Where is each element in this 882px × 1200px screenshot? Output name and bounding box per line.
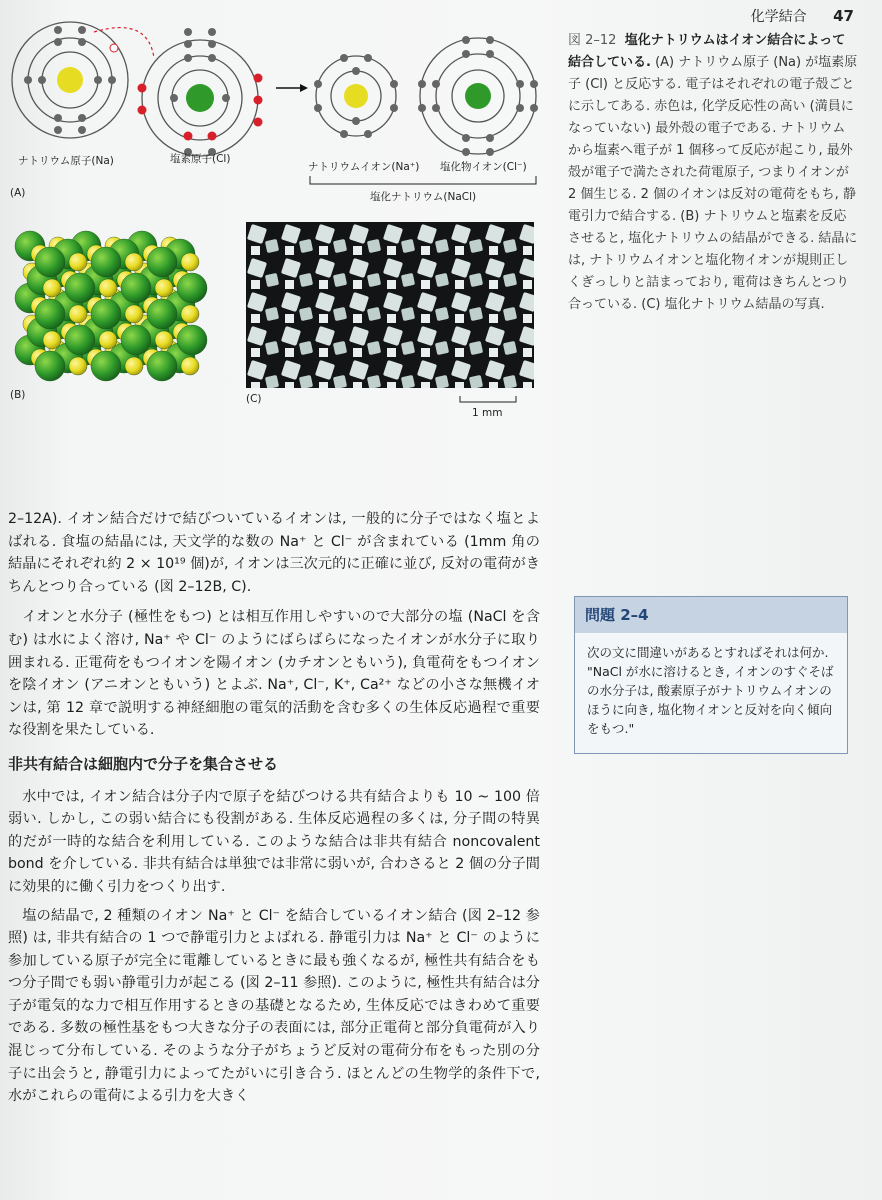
chloride-ion-diagram [418,36,538,156]
figure-caption [568,30,858,316]
panel-c-label: (C) [246,393,262,405]
nacl-crystal-model [15,230,207,381]
chloride-ion-sphere [91,299,121,329]
main-text [8,508,540,1108]
running-header [751,6,854,26]
sodium-ion-sphere [155,279,173,297]
sodium-ion-sphere [43,279,61,297]
chloride-ion-sphere [35,299,65,329]
panel-b-label: (B) [10,389,26,401]
paragraph-3: 水中では, イオン結合は分子内で原子を結びつける共有結合よりも 10 ~ 100 倍弱い. しかし, この弱い結合にも役割がある. 生体反応過程の多くは, 分子間の特異的だが一時的な結合を利用している. このような結合は非共有結合 noncovalent bond を介している. 非共有結合は単独では非常に弱いが, 合わさると 2 個の分子間に効果的に働く引力をつくり出す. [8,788,540,895]
chloride-ion-sphere [177,325,207,355]
sodium-ion-sphere [43,331,61,349]
sodium-ion-sphere [99,279,117,297]
problem-title: 問題 2–4 [575,597,847,633]
section-heading: 非共有結合は細胞内で分子を集合させる [8,754,279,773]
caption-body: (A) ナトリウム原子 (Na) が塩素原子 (Cl) と反応する. 電子はそれぞれの電子殻ごとに示してある. 赤色は, 化学反応性の高い (満員になっていない) 最外殻の電子である. ナトリウムから塩素へ電子が 1 個移って反応が起こり, 最外殻が電子で満たされた荷電原子, つまりイオンが 2 個生じる. 2 個のイオンは反対の電荷をもち, 静電引力で結合する. (B) ナトリウムと塩素を反応させると, 塩化ナトリウムの結晶ができる. 結晶には, ナトリウムイオンと塩化物イオンが規則正しくぎっしりと詰まっており, 電荷はきちんとつり合っている. (C) 塩化ナトリウム結晶の写真. [568,55,858,312]
chloride-ion-sphere [65,273,95,303]
sodium-ion-sphere [125,357,143,375]
nacl-crystal-photo [246,222,534,388]
sodium-ion-sphere [155,331,173,349]
label-cl-atom: 塩素原子(Cl) [170,153,231,165]
chloride-ion-sphere [147,299,177,329]
paragraph-2: イオンと水分子 (極性をもつ) とは相互作用しやすいので大部分の塩 (NaCl を含む) は水によく溶け, Na⁺ や Cl⁻ のようにばらばらになったイオンが水分子に取り囲まれる. 正電荷をもつイオンを陽イオン (カチオンともいう), 負電荷をもつイオンを陰イオン (アニオンともいう) とよぶ. Na⁺, Cl⁻, K⁺, Ca²⁺ などの小さな無機イオンは, 第 12 章で説明する神経細胞の電気的活動を含む多くの生体反応過程で重要な役割を果たしている. [8,609,540,739]
sodium-ion-sphere [181,253,199,271]
chloride-ion-sphere [121,325,151,355]
section-title: 化学結合 [750,9,807,25]
chloride-ion-sphere [91,351,121,381]
sodium-atom-diagram [12,22,154,138]
sodium-ion-sphere [69,253,87,271]
sodium-ion-diagram [314,54,398,138]
scale-bar [460,396,516,402]
sodium-ion-sphere [181,357,199,375]
label-na-ion: ナトリウムイオン(Na⁺) [308,161,420,173]
chloride-ion-sphere [121,273,151,303]
problem-box [574,596,848,754]
scale-label: 1 mm [472,407,503,419]
sodium-ion-sphere [69,305,87,323]
figure-2-12 [8,18,548,438]
sodium-ion-sphere [99,331,117,349]
sodium-ion-sphere [125,253,143,271]
caption-number: 図 2–12 [568,33,617,48]
reaction-arrow-icon [300,84,308,92]
chloride-ion-sphere [35,351,65,381]
sodium-ion-sphere [125,305,143,323]
chloride-ion-sphere [177,273,207,303]
page-number: 47 [833,7,854,25]
label-nacl: 塩化ナトリウム(NaCl) [370,191,477,203]
label-na-atom: ナトリウム原子(Na) [18,155,114,167]
chloride-ion-sphere [35,247,65,277]
ion-bracket [310,176,536,184]
chloride-ion-sphere [65,325,95,355]
caption-title: 塩化ナトリウムはイオン結合によって結合している. [568,33,846,70]
paragraph-1: 2–12A). イオン結合だけで結びついているイオンは, 一般的に分子ではなく塩とよばれる. 食塩の結晶には, 天文学的な数の Na⁺ と Cl⁻ が含まれている (1mm 角の結晶にそれぞれ約 2 × 10¹⁹ 個)が, イオンは三次元的に正確に並び, 反対の電荷がきちんとつり合っている (図 2–12B, C). [8,511,540,595]
chloride-ion-sphere [147,351,177,381]
label-cl-ion: 塩化物イオン(Cl⁻) [440,161,527,173]
chloride-ion-sphere [91,247,121,277]
sodium-ion-sphere [69,357,87,375]
problem-body: 次の文に間違いがあるとすればそれは何か. "NaCl が水に溶けるとき, イオンのすぐそばの水分子は, 酸素原子がナトリウムイオンのほうに向き, 塩化物イオンと反対を向く傾向をもつ." [587,645,834,736]
chlorine-atom-diagram [138,28,263,156]
chloride-ion-sphere [147,247,177,277]
paragraph-4: 塩の結晶で, 2 種類のイオン Na⁺ と Cl⁻ を結合しているイオン結合 (図 2–12 参照) は, 非共有結合の 1 つで静電引力とよばれる. 静電引力は Na⁺ と Cl⁻ のように参加している原子が完全に電離しているときに最も強くなるが, 極性共有結合をもつ分子間でも弱い静電引力が起こる (図 2–11 参照). このように, 極性共有結合は分子が電気的な力で相互作用するときの基礎となるため, 生体反応ではきわめて重要である. 多数の極性基をもつ大きな分子の表面には, 部分正電荷と部分負電荷が入り混じって分布している. そのような分子がちょうど反対の電荷分布をもった別の分子に出会うと, 静電引力によってたがいに引き合う. ほとんどの生物学的条件下で, 水がこれらの電荷による引力を大きく [8,907,540,1105]
panel-a-label: (A) [10,187,26,199]
sodium-ion-sphere [181,305,199,323]
figure-artwork [8,18,548,438]
